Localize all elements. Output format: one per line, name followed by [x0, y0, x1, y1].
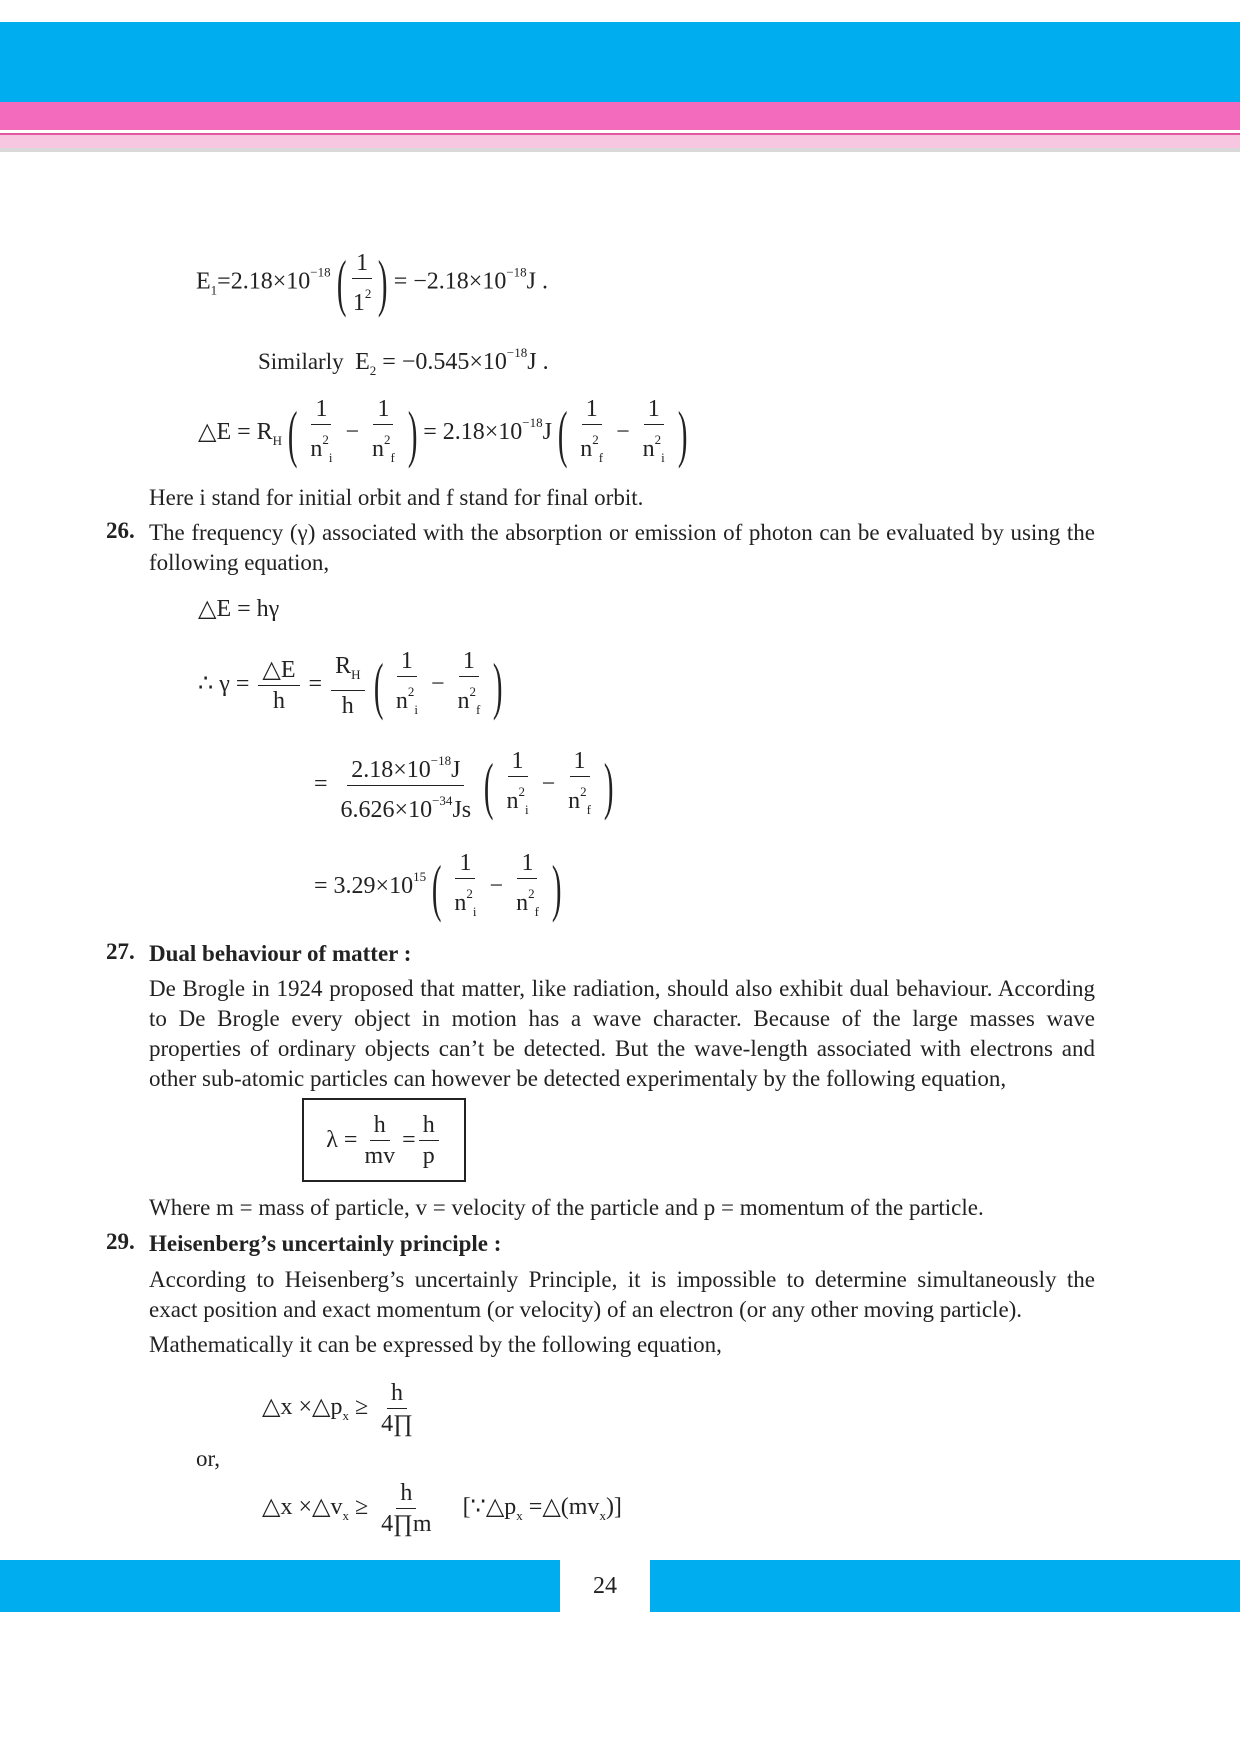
header-blue-band	[0, 22, 1240, 102]
equation-hv: △E = hγ	[198, 596, 280, 622]
uncertainty-equation-1: △x $\times\triangle p_x$ ≥ $\frac{h}{4\prod}$	[262, 1380, 413, 1437]
item-27-number: 27.	[106, 939, 135, 964]
equation-delta-e: △E = $R_H$ ( $\frac{1}{n^2_i}$ − $\frac{1}{n^2_f}$ ) = $2.18\times 10^{-18}J$ ( $\frac{1}{n^2_f}$ − $\frac{1}{n^2_i}$ )	[198, 396, 688, 469]
equation-result: = $3.29\times 10^{15}$ ( $\frac{1}{n^2_i}$ − $\frac{1}{n^2_f}$ )	[314, 850, 562, 923]
equation-e1: $E_1=2.18\times 10^{-18}$ ( $\frac{1}{1^2}$ ) = $-2.18\times 10^{-18}J$ .	[196, 247, 549, 318]
item-26-text: The frequency (γ) associated with the absorption or emission of photon can be evaluated by using the following equation,	[149, 520, 1095, 575]
where-text: Where m = mass of particle, v = velocity of the particle and p = momentum of the particle.	[149, 1195, 984, 1220]
equation-e2: Similarly $E_2 = -0.545\times 10^{-18}J$ .	[258, 345, 549, 378]
math-line: Mathematically it can be expressed by the following equation,	[149, 1332, 722, 1357]
de-broglie-equation-box: λ = $\frac{h}{mv}$ = $\frac{h}{p}$	[302, 1098, 466, 1182]
item-29-text: According to Heisenberg’s uncertainly Principle, it is impossible to determine simultaneously the exact position and exact momentum (or velocity) of an electron (or any other moving particle).	[149, 1267, 1095, 1322]
footer-blue-left	[0, 1560, 560, 1612]
uncertainty-equation-2: △x $\times\triangle v_x$ ≥ $\frac{h}{4\prod m}$ [$\because\triangle p_x$ $=\triangle(mv_x)$]	[262, 1480, 622, 1537]
equation-gamma: ∴ γ = $\frac{\triangle E}{h}$ = $\frac{R_H}{h}$ ( $\frac{1}{n^2_i}$ − $\frac{1}{n^2_f}$ )	[198, 648, 503, 721]
item-27-title: Dual behaviour of matter :	[149, 941, 412, 966]
item-29-title: Heisenberg’s uncertainly principle :	[149, 1231, 502, 1256]
header-pink-band	[0, 102, 1240, 130]
item-29-number: 29.	[106, 1229, 135, 1254]
item-27-text: De Brogle in 1924 proposed that matter, like radiation, should also exhibit dual behaviour. According to De Brogle every object in motion has a wave character. Because of the large masses wave properties of ordinary objects can’t be detected. But the wave-length associated with electrons and other sub-atomic particles can however be detected experimentaly by the following equation,	[149, 976, 1095, 1091]
equation-constants: = $\frac{2.18\times 10^{-18}J}{6.626\times 10^{-34}Js}$ ( $\frac{1}{n^2_i}$ − $\frac{1}{n^2_f}$ )	[314, 748, 614, 823]
footer-blue-right	[650, 1560, 1240, 1612]
header-gray-line	[0, 148, 1240, 152]
page-number: 24	[593, 1573, 617, 1599]
item-26-number: 26.	[106, 518, 135, 543]
orbit-note: Here i stand for initial orbit and f stand for final orbit.	[149, 485, 644, 510]
header-pink-stripe	[0, 133, 1240, 148]
or-label: or,	[196, 1446, 220, 1471]
